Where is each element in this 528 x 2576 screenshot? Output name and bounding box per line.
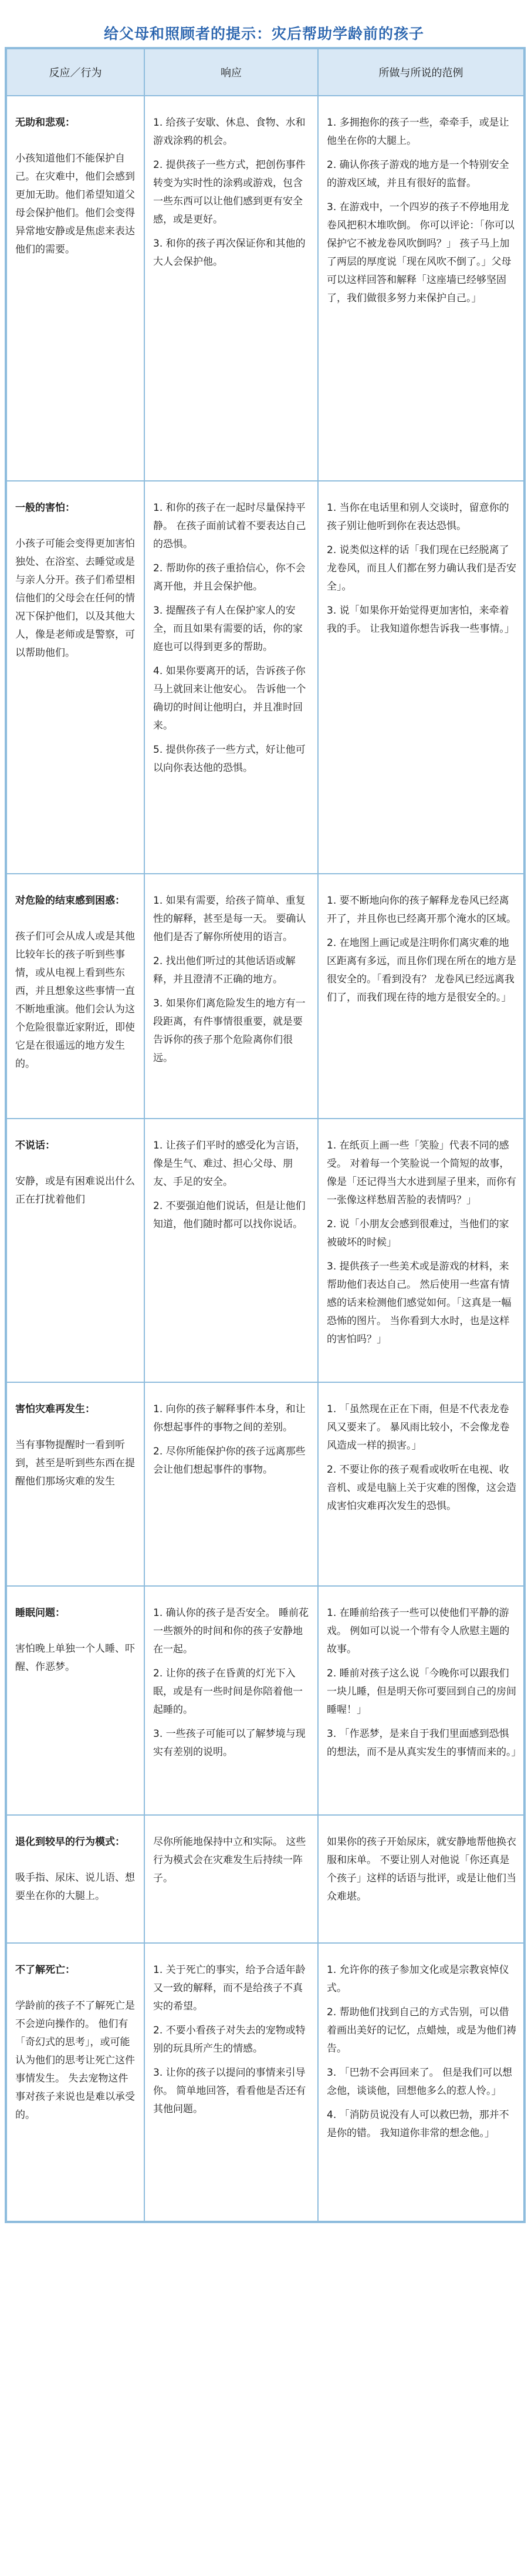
response-item: 1. 确认你的孩子是否安全。 睡前花一些额外的时间和你的孩子安静地在一起。 — [153, 1607, 309, 1655]
example-item: 2. 帮助他们找到自己的方式告别，可以借着画出美好的记忆，点蜡烛，或是为他们祷告。 — [327, 2006, 516, 2055]
reaction-description: 小孩知道他们不能保护自己。在灾难中，他们会感到更加无助。他们希望知道父母会保护他们。他们会变得异常地安静或是焦虑来表达他们的需要。 — [15, 153, 135, 255]
example-cell — [318, 874, 524, 1119]
reaction-label: 不了解死亡： — [15, 1964, 75, 1976]
example-item: 3. 说「如果你开始觉得更加害怕，来牵着我的手。 让我知道你想告诉我一些事情。」 — [327, 605, 515, 635]
table-row — [6, 1943, 524, 2222]
reaction-cell — [6, 96, 144, 481]
example-item: 2. 不要让你的孩子观看或收听在电视、收音机、或是电脑上关于灾难的图像，这会造成害怕灾难再次发生的恐惧。 — [327, 1464, 516, 1512]
example-item: 1. 「虽然现在正在下雨，但是不代表龙卷风又要来了。 暴风雨比较小，不会像龙卷风造成一样的损害。」 — [327, 1403, 510, 1452]
reaction-description: 害怕晚上单独一个人睡、吓醒、作恶梦。 — [15, 1643, 135, 1673]
response-item: 2. 让你的孩子在昏黄的灯光下入眠，或是有一些时间是你陪着他一起睡的。 — [153, 1668, 303, 1716]
response-cell — [144, 1586, 318, 1815]
header-reaction: 反应／行为 — [6, 48, 144, 96]
reaction-description: 当有事物提醒时一看到听到，甚至是听到些东西在提醒他们那场灾难的发生 — [15, 1439, 135, 1487]
table-row — [6, 1815, 524, 1943]
table-row — [6, 1119, 524, 1382]
reaction-label: 对危险的结束感到困惑： — [15, 895, 125, 907]
example-item: 1. 多拥抱你的孩子一些，牵牵手，或是让他坐在你的大腿上。 — [327, 117, 509, 147]
example-item: 如果你的孩子开始尿床，就安静地帮他换衣服和床单。 不要让别人对他说「你还真是个孩子」这样的话语与批评，或是让他们当众难堪。 — [327, 1836, 516, 1902]
reaction-label: 一般的害怕： — [15, 502, 75, 514]
header-examples: 所做与所说的范例 — [318, 48, 524, 96]
response-cell — [144, 96, 318, 481]
header-response: 响应 — [144, 48, 318, 96]
response-item: 3. 一些孩子可能可以了解梦境与现实有差别的说明。 — [153, 1728, 306, 1758]
reaction-description: 学龄前的孩子不了解死亡是不会逆向操作的。 他们有「奇幻式的思考」，或可能认为他们的思考让死亡这件事情发生。 失去宠物这件事对孩子来说也是难以承受的。 — [15, 2000, 135, 2121]
example-item: 4. 「消防员说没有人可以救巴勃，那并不是你的错。 我知道你非常的想念他。」 — [327, 2109, 509, 2139]
reaction-label: 无助和悲观： — [15, 117, 75, 129]
response-cell — [144, 1119, 318, 1382]
response-item: 1. 和你的孩子在一起时尽量保持平静。 在孩子面前试着不要表达自己的恐惧。 — [153, 502, 306, 550]
response-item: 1. 向你的孩子解释事件本身，和让你想起事件的事物之间的差别。 — [153, 1403, 306, 1433]
example-cell — [318, 1586, 524, 1815]
table-row — [6, 874, 524, 1119]
example-item: 3. 「作恶梦，是来自于我们里面感到恐惧的想法，而不是从真实发生的事情而来的。」 — [327, 1728, 522, 1758]
reaction-description: 小孩子可能会变得更加害怕独处、在浴室、去睡觉或是与亲人分开。孩子们希望相信他们的父母会在任何的情况下保护他们，以及其他大人，像是老师或是警察，可以帮助他们。 — [15, 538, 135, 659]
example-cell — [318, 1815, 524, 1943]
example-cell — [318, 1943, 524, 2222]
response-item: 1. 关于死亡的事实，给予合适年龄又一致的解释，而不是给孩子不真实的希望。 — [153, 1964, 306, 2012]
example-item: 1. 在纸页上画一些「笑脸」代表不同的感受。 对着每一个笑脸说一个简短的故事，像是「还记得当大水进到屋子里来，而你有一张像这样愁眉苦脸的表情吗？」 — [327, 1140, 516, 1206]
page-title: 给父母和照顾者的提示：灾后帮助学龄前的孩子 — [103, 25, 424, 42]
example-item: 2. 说类似这样的话「我们现在已经脱离了龙卷风，而且人们都在努力确认我们是否安全」。 — [327, 544, 516, 592]
reaction-description: 安静，或是有困难说出什么正在打扰着他们 — [15, 1176, 135, 1205]
reaction-cell — [6, 1815, 144, 1943]
advice-table — [5, 47, 526, 2223]
reaction-cell — [6, 1382, 144, 1586]
table-row — [6, 481, 524, 874]
example-cell — [318, 96, 524, 481]
response-item: 3. 让你的孩子以提问的事情来引导你。 简单地回答，看看他是否还有其他问题。 — [153, 2067, 306, 2115]
table-row — [6, 96, 524, 481]
example-cell — [318, 481, 524, 874]
response-item: 2. 提供孩子一些方式，把创伤事件转变为实时性的涂鸦或游戏，包含一些东西可以让他们感到更有安全感，或是更好。 — [153, 159, 306, 225]
response-item: 尽你所能地保持中立和实际。 这些行为模式会在灾难发生后持续一阵子。 — [153, 1836, 306, 1884]
reaction-cell — [6, 1586, 144, 1815]
response-item: 2. 不要强迫他们说话，但是让他们知道，他们随时都可以找你说话。 — [153, 1200, 306, 1230]
example-item: 2. 睡前对孩子这么说「今晚你可以跟我们一块儿睡，但是明天你可要回到自己的房间睡喔！」 — [327, 1668, 516, 1716]
response-item: 3. 提醒孩子有人在保护家人的安全，而且如果有需要的话，你的家庭也可以得到更多的帮助。 — [153, 605, 303, 653]
reaction-cell — [6, 481, 144, 874]
response-cell — [144, 1382, 318, 1586]
reaction-label: 睡眠问题： — [15, 1607, 65, 1619]
response-item: 1. 给孩子安歇、休息、食物、水和游戏涂鸦的机会。 — [153, 117, 306, 147]
example-item: 1. 允许你的孩子参加文化或是宗教哀悼仪式。 — [327, 1964, 509, 1994]
example-cell — [318, 1119, 524, 1382]
response-item: 2. 找出他们听过的其他话语或解释，并且澄清不正确的地方。 — [153, 955, 296, 985]
table-row — [6, 1382, 524, 1586]
reaction-cell — [6, 1119, 144, 1382]
example-cell — [318, 1382, 524, 1586]
response-item: 2. 帮助你的孩子重拾信心，你不会离开他，并且会保护他。 — [153, 563, 306, 592]
response-cell — [144, 1943, 318, 2222]
example-item: 2. 确认你孩子游戏的地方是一个特别安全的游戏区域，并且有很好的监督。 — [327, 159, 509, 189]
example-item: 3. 在游戏中，一个四岁的孩子不停地用龙卷风把积木堆吹倒。 你可以评论：「你可以保护它不被龙卷风吹倒吗？」 孩子马上加了两层的厚度说「现在风吹不倒了。」父母可以这样回答和解释「这座墙已经够坚固了，我们做很多努力来保护自己。」 — [327, 201, 515, 304]
table-row — [6, 1586, 524, 1815]
example-item: 1. 要不断地向你的孩子解释龙卷风已经离开了，并且你也已经离开那个淹水的区域。 — [327, 895, 516, 925]
response-cell — [144, 1815, 318, 1943]
reaction-label: 不说话： — [15, 1140, 55, 1151]
example-item: 1. 当你在电话里和别人交谈时，留意你的孩子别让他听到你在表达恐惧。 — [327, 502, 509, 532]
response-item: 3. 和你的孩子再次保证你和其他的大人会保护他。 — [153, 238, 306, 268]
reaction-description: 孩子们可会从成人或是其他比较年长的孩子听到些事情，或从电视上看到些东西，并且想象这些事情一直不断地重演。他们会认为这个危险很靠近家附近，即使它是在很遥远的地方发生的。 — [15, 931, 135, 1070]
reaction-cell — [6, 1943, 144, 2222]
response-item: 4. 如果你要离开的话，告诉孩子你马上就回来让他安心。 告诉他一个确切的时间让他明白，并且准时回来。 — [153, 665, 306, 732]
response-item: 1. 让孩子们平时的感受化为言语，像是生气、难过、担心父母、朋友、手足的安全。 — [153, 1140, 306, 1188]
example-item: 3. 「巴勃不会再回来了。 但是我们可以想念他，谈谈他，回想他多么的惹人怜。」 — [327, 2067, 513, 2097]
response-item: 3. 如果你们离危险发生的地方有一段距离，有件事情很重要，就是要告诉你的孩子那个危险离你们很远。 — [153, 998, 306, 1064]
response-item: 2. 尽你所能保护你的孩子远离那些会让他们想起事件的事物。 — [153, 1446, 306, 1476]
response-cell — [144, 874, 318, 1119]
response-item: 1. 如果有需要，给孩子简单、重复性的解释，甚至是每一天。 要确认他们是否了解你所使用的语言。 — [153, 895, 306, 943]
reaction-description: 吸手指、尿床、说儿语、想要坐在你的大腿上。 — [15, 1872, 135, 1902]
response-item: 5. 提供你孩子一些方式，好让他可以向你表达他的恐惧。 — [153, 744, 306, 774]
example-item: 1. 在睡前给孩子一些可以使他们平静的游戏。 例如可以说一个带有令人欣慰主题的故事。 — [327, 1607, 510, 1655]
response-item: 2. 不要小看孩子对失去的宠物或特别的玩具所产生的情感。 — [153, 2025, 306, 2055]
reaction-label: 退化到较早的行为模式： — [15, 1836, 125, 1848]
reaction-label: 害怕灾难再发生： — [15, 1403, 95, 1415]
response-cell — [144, 481, 318, 874]
reaction-cell — [6, 874, 144, 1119]
example-item: 3. 提供孩子一些美术或是游戏的材料，来帮助他们表达自己。 然后使用一些富有情感的话来检测他们感觉如何。「这真是一幅恐怖的图片。 当你看到大水时，也是这样的害怕吗？」 — [327, 1261, 512, 1345]
example-item: 2. 在地图上画记或是注明你们离灾难的地区距离有多远，而且你们现在所在的地方是很安全的。「看到没有？ 龙卷风已经远离我们了，而我们现在待的地方是很安全的。」 — [327, 937, 516, 1004]
example-item: 2. 说「小朋友会感到很难过，当他们的家被破坏的时候」 — [327, 1218, 509, 1248]
table-header-row — [6, 48, 524, 96]
